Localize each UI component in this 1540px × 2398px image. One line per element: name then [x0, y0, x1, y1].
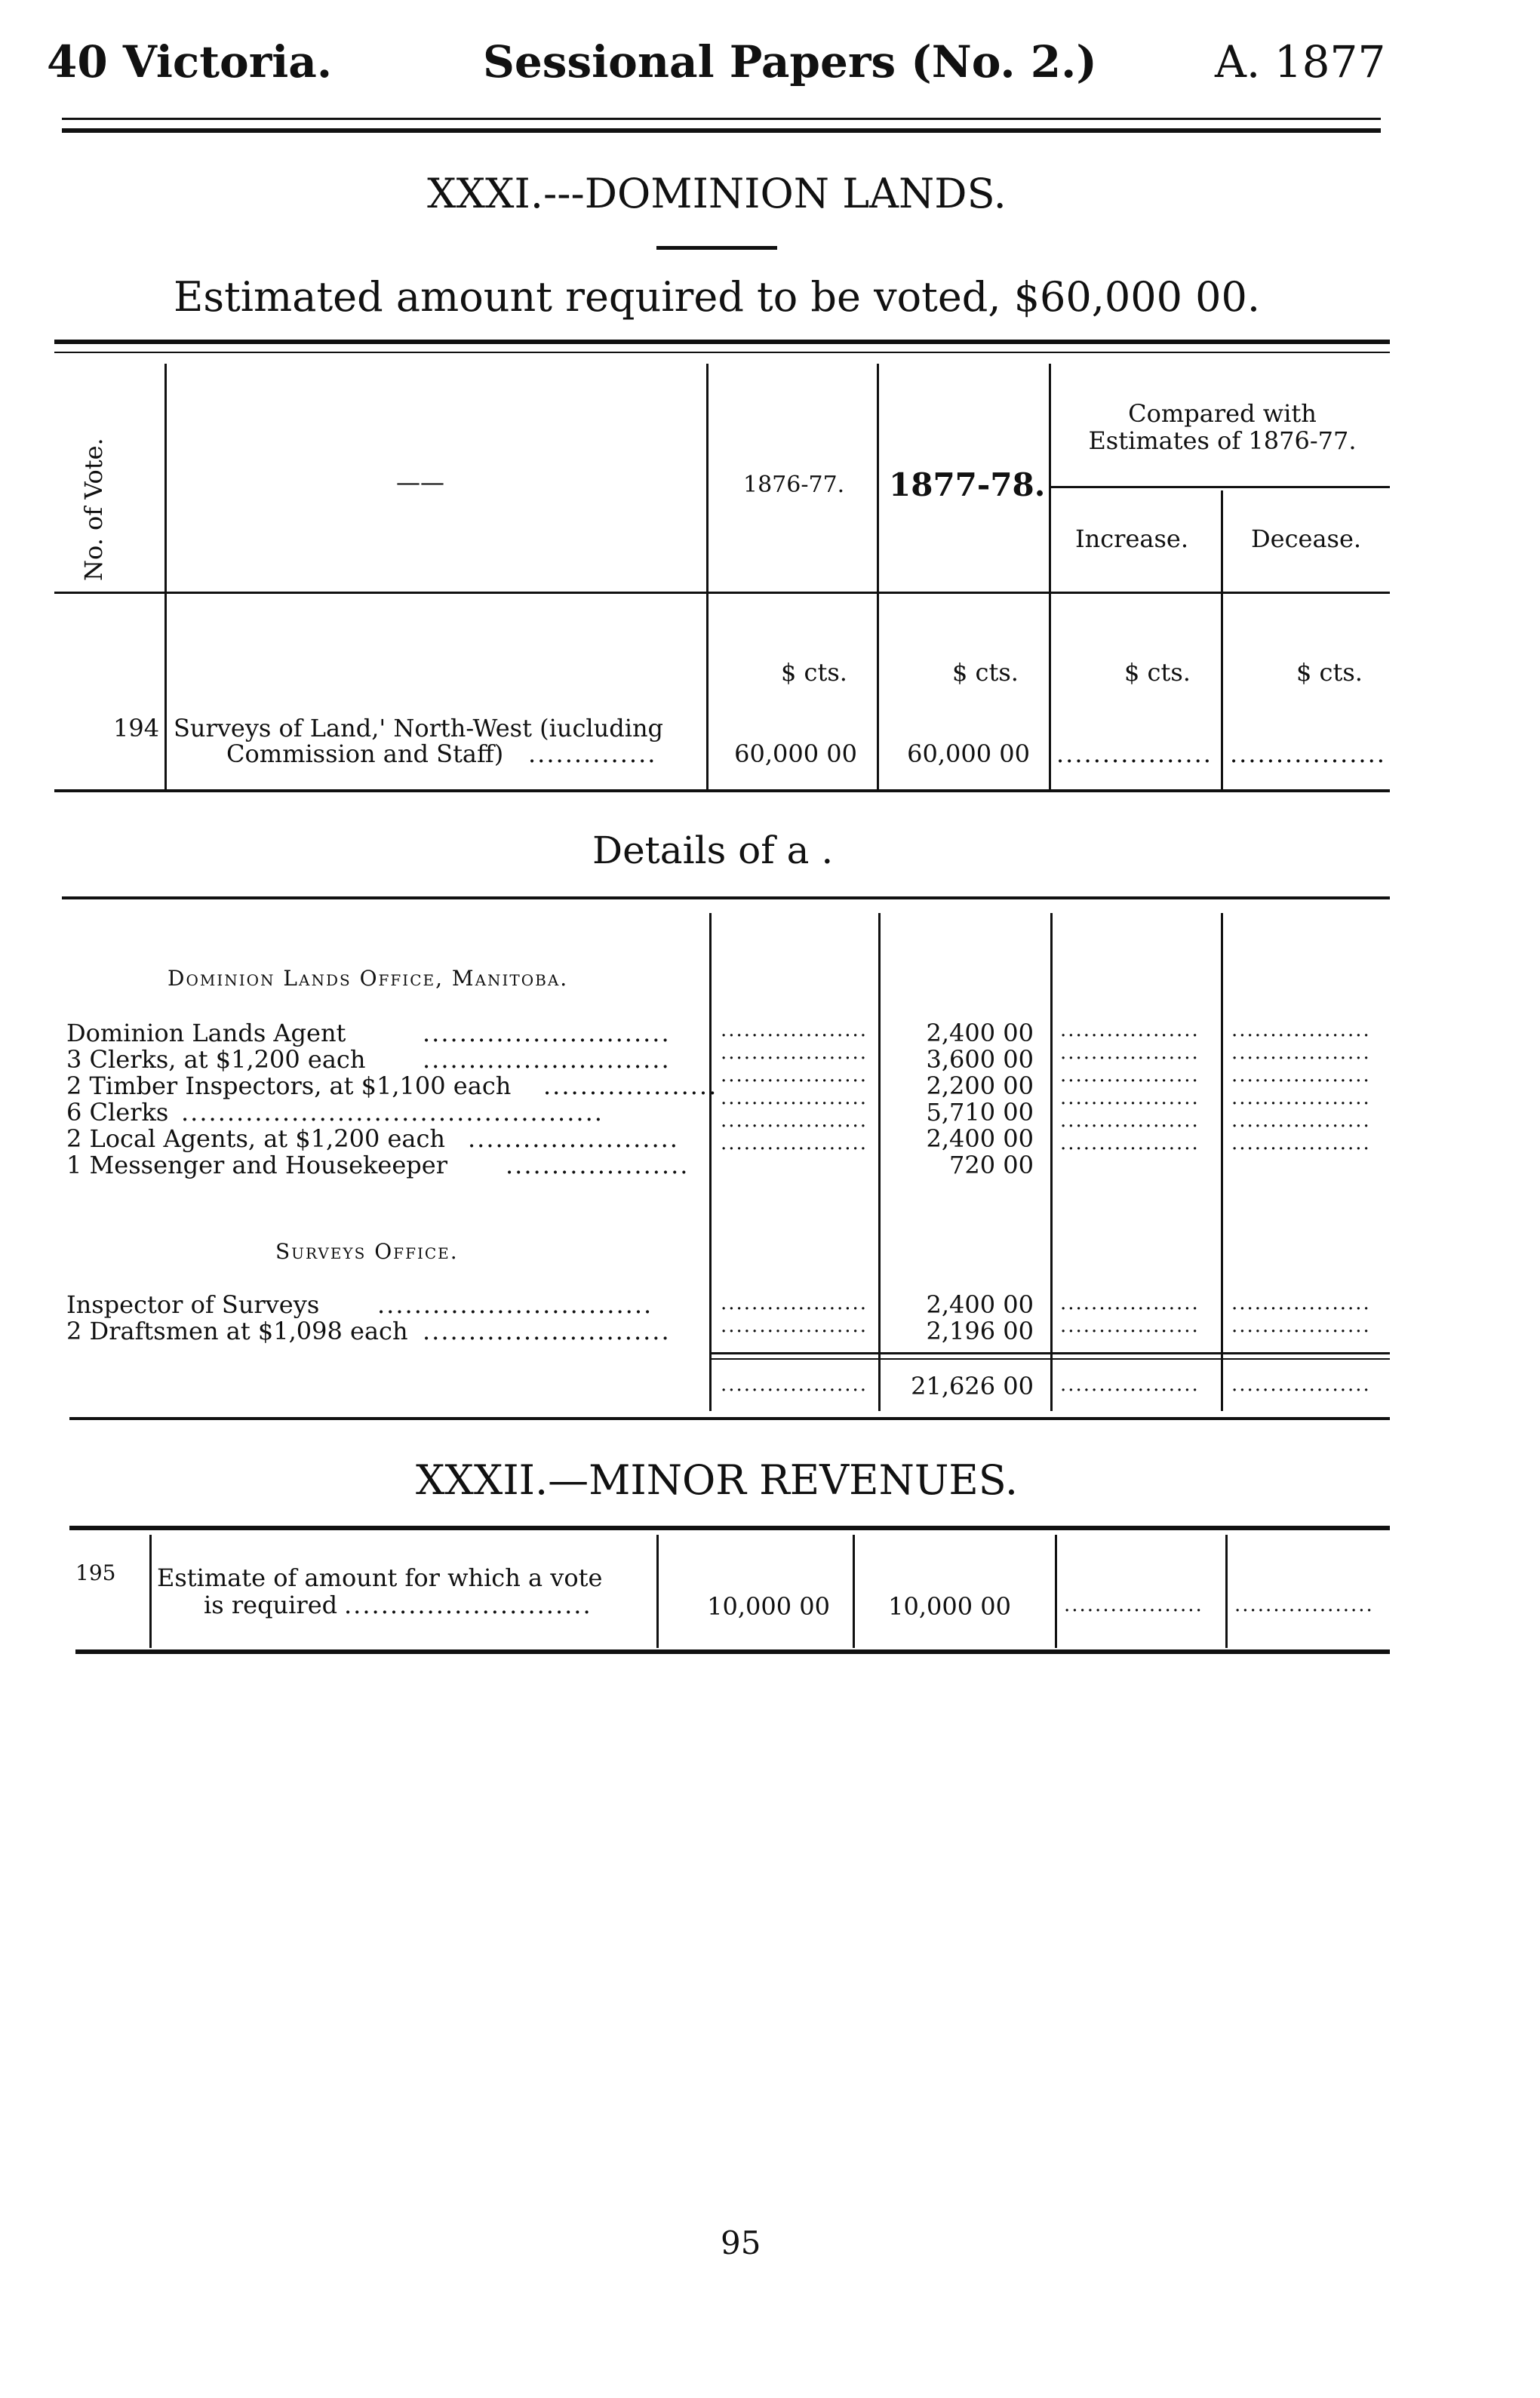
col-dots: .................. .................. [1231, 1292, 1371, 1337]
leader-dots: .............................. [377, 1290, 653, 1319]
table1-vline-3 [877, 364, 879, 792]
col-dots: .................. [1060, 1373, 1200, 1396]
header-center: Sessional Papers (No. 2.) [483, 36, 1097, 88]
leader-dots: .............. [528, 739, 657, 768]
details-vline-3 [1050, 913, 1053, 1411]
row-194-increase-dots: ................. [1056, 739, 1213, 768]
leader-dots: ........................... [423, 1019, 671, 1047]
table2-bottom-rule [75, 1649, 1390, 1654]
unit-1877: $ cts. [952, 658, 1019, 687]
table2-vline-3 [853, 1535, 855, 1648]
section-title-minor-revenues: XXXII.—MINOR REVENUES. [415, 1456, 1019, 1504]
item-draftsmen: 2 Draftsmen at $1,098 each [66, 1317, 408, 1345]
row-195-increase-dots: .................. [1064, 1594, 1203, 1616]
table1-vline-5 [1221, 490, 1223, 792]
table1-bottom-rule [54, 789, 1390, 792]
header-right: A. 1877 [1215, 36, 1386, 88]
vote-194: 194 [113, 714, 160, 742]
col-header-increase: Increase. [1075, 524, 1189, 553]
item-agent-amount: 2,400 00 [926, 1019, 1034, 1047]
col-header-1876: 1876-77. [743, 472, 845, 498]
col-header-1877: 1877-78. [889, 466, 1046, 503]
item-inspector-amount: 2,400 00 [926, 1290, 1034, 1319]
group-heading-surveys: Surveys Office. [275, 1239, 459, 1264]
row-194-desc-2: Commission and Staff) [226, 739, 504, 768]
col-header-compared: Compared with Estimates of 1876-77. [1088, 399, 1357, 455]
row-195-decrease-dots: .................. [1234, 1594, 1374, 1616]
title-dash [656, 246, 777, 250]
group-heading-manitoba: Dominion Lands Office, Manitoba. [168, 966, 569, 991]
row-195-desc-2: is required [204, 1591, 338, 1619]
row-195-1876: 10,000 00 [707, 1592, 830, 1621]
item-clerks-6-amount: 5,710 00 [926, 1098, 1034, 1127]
unit-1876: $ cts. [781, 658, 847, 687]
table1-vline-2 [706, 364, 709, 792]
col-dots: .................. [1231, 1373, 1371, 1396]
details-top-rule [62, 896, 1390, 899]
unit-increase: $ cts. [1124, 658, 1191, 687]
row-195-1877: 10,000 00 [888, 1592, 1011, 1621]
item-agent: Dominion Lands Agent [66, 1019, 346, 1047]
item-timber-inspectors: 2 Timber Inspectors, at $1,100 each [66, 1071, 512, 1100]
col-dots: .................. .................. .................. .................. .................. .................. [1231, 1019, 1371, 1154]
table1-vline-1 [164, 364, 167, 792]
table1-vline-4 [1049, 364, 1051, 792]
col-header-vote: No. of Vote. [79, 438, 108, 581]
row-194-decrease-dots: ................. [1230, 739, 1386, 768]
col-header-desc: —— [396, 468, 444, 497]
total-rule-2 [709, 1358, 1390, 1360]
details-title: Details of a . [592, 829, 834, 872]
item-messenger: 1 Messenger and Housekeeper [66, 1151, 447, 1179]
item-local-agents: 2 Local Agents, at $1,200 each [66, 1124, 446, 1153]
estimate-subtitle: Estimated amount required to be voted, $60,000 00. [173, 273, 1261, 321]
page-number: 95 [721, 2224, 761, 2261]
item-timber-amount: 2,200 00 [926, 1071, 1034, 1100]
leader-dots: ........................... [423, 1317, 671, 1345]
table1-top-rule-2 [54, 352, 1390, 353]
leader-dots: .............................................. [181, 1098, 604, 1127]
vote-195: 195 [75, 1560, 116, 1585]
item-clerks-6: 6 Clerks [66, 1098, 169, 1127]
item-clerks-3-amount: 3,600 00 [926, 1045, 1034, 1074]
leader-dots: .................... [506, 1151, 690, 1179]
unit-decrease: $ cts. [1296, 658, 1363, 687]
leader-dots: ................... [543, 1071, 718, 1100]
col-dots: ................... ................... [721, 1292, 868, 1337]
col-dots: .................. .................. .................. .................. .................. .................. [1060, 1019, 1200, 1154]
row-194-1877: 60,000 00 [907, 739, 1030, 768]
leader-dots: ....................... [468, 1124, 679, 1153]
item-messenger-amount: 720 00 [949, 1151, 1034, 1179]
details-vline-2 [878, 913, 881, 1411]
table2-vline-4 [1055, 1535, 1057, 1648]
leader-dots: ........................... [423, 1045, 671, 1074]
section-title-dominion-lands: XXXI.---DOMINION LANDS. [427, 170, 1007, 217]
table2-vline-5 [1225, 1535, 1228, 1648]
col-dots: ................... ................... ................... ................... ................... ................... [721, 1019, 868, 1154]
col-dots: .................. .................. [1060, 1292, 1200, 1337]
col-header-decrease: Decease. [1251, 524, 1362, 553]
details-bottom-rule [69, 1417, 1390, 1420]
row-194-1876: 60,000 00 [734, 739, 857, 768]
table1-top-rule [54, 340, 1390, 344]
header-rule-thick [62, 128, 1381, 133]
table2-vline-1 [149, 1535, 152, 1648]
details-total: 21,626 00 [911, 1372, 1034, 1400]
table2-top-rule [69, 1526, 1390, 1530]
table2-vline-2 [656, 1535, 659, 1648]
compared-rule [1049, 486, 1390, 488]
row-194-desc-1: Surveys of Land,' North-West (iucluding [174, 714, 664, 742]
item-inspector-surveys: Inspector of Surveys [66, 1290, 320, 1319]
item-local-agents-amount: 2,400 00 [926, 1124, 1034, 1153]
header-rule-thin [62, 118, 1381, 120]
leader-dots: ........................... [344, 1591, 592, 1619]
total-rule [709, 1352, 1390, 1354]
col-dots: ................... [721, 1373, 868, 1396]
row-195-desc-1: Estimate of amount for which a vote [157, 1563, 603, 1592]
details-vline-4 [1221, 913, 1223, 1411]
header-bottom-rule [54, 592, 1390, 594]
item-draftsmen-amount: 2,196 00 [926, 1317, 1034, 1345]
item-clerks-3: 3 Clerks, at $1,200 each [66, 1045, 366, 1074]
details-vline-1 [709, 913, 712, 1411]
header-left: 40 Victoria. [47, 36, 333, 88]
